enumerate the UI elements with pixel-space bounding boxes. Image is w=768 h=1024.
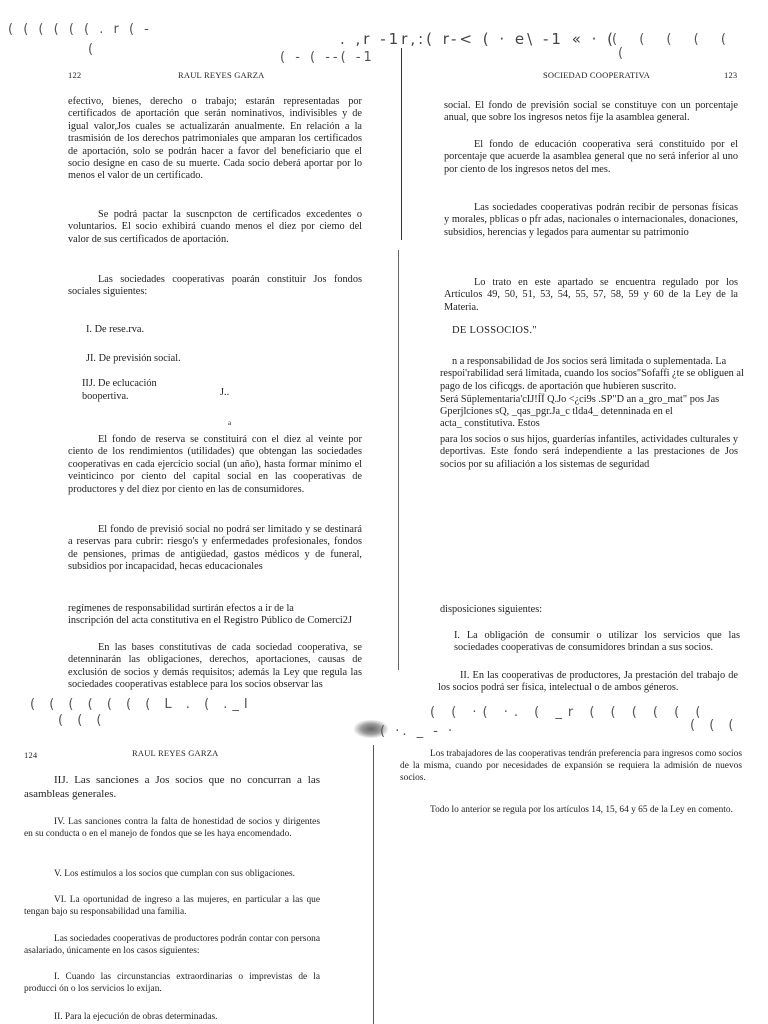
- text-line: acta_ constitutiva. Estos: [440, 418, 540, 429]
- paragraph: El fondo de educación cooperativa será constituido por el porcentaje que acuerde la asamblea general que no será inferior al uno por ciento de los ingresos netos del mes.: [444, 139, 738, 175]
- paragraph: Lo trato en este apartado se encuentra regulado por los Artículos 49, 50, 51, 53, 54, 55, 57, 58, 59 y 60 de la Ley de la Materia.: [444, 277, 738, 313]
- scan-noise: ( ( ·( ·. ( _r ( ( ( ( ( (: [430, 705, 707, 720]
- paragraph: Todo lo anterior se regula por los artículos 14, 15, 64 y 65 de la Ley en comento.: [430, 805, 733, 815]
- scan-noise: ( ( ( ( (: [612, 32, 735, 47]
- running-head: RAUL REYES GARZA: [132, 748, 219, 758]
- scan-noise: (: [618, 46, 627, 61]
- running-head: RAUL REYES GARZA: [178, 70, 265, 80]
- list-item: I. La obligación de consumir o utilizar los servicios que las sociedades cooperativas de consumidores brindan a sus socios.: [454, 630, 740, 654]
- paragraph: II. Para la ejecución de obras determinadas.: [54, 1012, 218, 1022]
- scan-noise: . ,r -1r,:( r-< ( · e\ -1 « · (: [340, 30, 617, 48]
- page-divider: [401, 48, 402, 240]
- paragraph: IIJ. Las sanciones a Jos socios que no concurran a las asambleas generales.: [24, 774, 320, 800]
- scan-mark: J..: [220, 387, 230, 398]
- text-line: Gperjlciones sQ, _qas_pgr.Ja_c tlda4_ detenninada en el: [440, 406, 673, 417]
- paragraph: Las sociedades cooperativas podrán recibir de personas físicas y morales, pblicas o pfr adas, nacionales o internacionales, donaciones, subsidios, herencias y legados para aumentar su patrimonio: [444, 202, 738, 238]
- paragraph: El fondo de reserva se constituirá con el diez al veinte por ciento de los rendimientos (utilidades) que obtengan las sociedades cooperativas en cada ejercicio social (un año), hasta formar mínimo el veinticinco por ciento del capital social en las cooperativas de productores y del diez por ciento en las de consumidores.: [68, 434, 362, 495]
- list-item: II. En las cooperativas de productores, Ja prestación del trabajo de los socios podrá ser física, intelectual o de ambos géneros.: [438, 670, 738, 694]
- paragraph: Los trabajadores de las cooperativas tendrán preferencia para ingresos como socios de la misma, cuando por necesidades de expansión se requiera la admisión de nuevos socios.: [400, 749, 742, 784]
- page-divider: [398, 250, 399, 670]
- scan-noise: ( - ( --( -1: [280, 50, 375, 65]
- list-item: IIJ. De eclucación: [82, 378, 157, 389]
- paragraph: En las bases constitutivas de cada sociedad cooperativa, se detenninarán las obligaciones, derechos, aportaciones, causas de exclusión de socios y demás requisitos; además la Ley que regula las sociedades cooperativas establece para los socios observar las: [68, 642, 362, 691]
- page-number: 123: [724, 70, 738, 80]
- running-head: SOCIEDAD COOPERATIVA: [543, 70, 651, 80]
- text-line: pago de los cificqgs. de aportación que hubieren suscrito.: [440, 381, 677, 392]
- paragraph: para los socios o sus hijos, guarderías infantiles, actividades culturales y deportivas. Este fondo será independiente a las prestaciones de Jos socios por su afiliación a los sistemas de seguridad: [440, 434, 738, 470]
- list-item: boopertiva.: [82, 391, 129, 402]
- text-line: respoi'rabilidad será limitada, cuando los socios"Sofaffi ¿te se obliguen al: [440, 368, 744, 379]
- paragraph: V. Los estímulos a los socios que cumplan con sus obligaciones.: [54, 869, 295, 879]
- paragraph: Las sociedades cooperativas de productores podrán contar con persona asalariado, únicamente en los casos siguientes:: [24, 934, 320, 957]
- paragraph: social. El fondo de previsión social se constituye con un porcentaje anual, que sobre los ingresos netos fije la asamblea general.: [444, 100, 738, 124]
- list-item: JI. De previsión social.: [86, 353, 181, 364]
- paragraph: I. Cuando las circunstancias extraordinarias o imprevistas de la producci ón o los servicios lo exijan.: [24, 972, 320, 995]
- paragraph: El fondo de previsió social no podrá ser limitado y se destinará a reservas para cubrir: riesgo's y enfermedades profesionales, fondos de pensiones, primas de antigüedad, gastos médicos y de funeral, subsidios por incapacidad, hecas educacionales: [68, 524, 362, 573]
- paragraph: Las sociedades cooperativas poarán constituir Jos fondos sociales siguientes:: [68, 274, 362, 298]
- scan-noise: (: [88, 42, 97, 57]
- section-heading: DE LOSSOCIOS.": [452, 325, 537, 336]
- text-line: disposiciones siguientes:: [440, 604, 543, 615]
- list-item: I. De rese.rva.: [86, 324, 145, 335]
- text-line: n a responsabilidad de Jos socios será limitada o suplementada. La: [452, 356, 727, 367]
- page-number: 122: [68, 70, 82, 80]
- paragraph: VI. La oportunidad de ingreso a las mujeres, en particular a las que tengan bajo su responsabilidad una familia.: [24, 895, 320, 918]
- paragraph: efectivo, bienes, derecho o trabajo; estarán representadas por certificados de aportación que serán nominativos, indivisibles y de igual valor,Jos cuales se actualizarán anualmente. En relación a la trasmisión de los derechos patrimoniales que amparan los certificados de aportación, solo se podrán hacer a favor del beneficiario que el socio designe en caso de su muerte. Cada socio deberá aportar por lo menos el valor de un certificado.: [68, 96, 362, 182]
- text-line: inscripción del acta constitutiva en el Registro Público de Comerci2J: [68, 615, 352, 626]
- scan-noise: ( ( (: [690, 718, 739, 733]
- page-number: 124: [24, 750, 38, 760]
- page-divider: [373, 745, 374, 1024]
- text-line: regímenes de responsabilidad surtirán efectos a ir de la: [68, 603, 294, 614]
- scan-noise: ( ·. _ - ·: [380, 724, 456, 739]
- scan-mark: a: [228, 419, 232, 427]
- scan-noise: ( ( ( ( ( ( ( L . ( ._I: [30, 697, 253, 712]
- scan-noise: ( ( ( ( ( ( . r ( -: [8, 22, 152, 37]
- paragraph: IV. Las sanciones contra la falta de honestidad de socios y dirigentes en su conducta o en el manejo de fondos que se les haya encomendado.: [24, 817, 320, 840]
- text-line: Será Süplementaria'cIJ!ÍÏ Q.Jo <¿ci9s .SP"D an a_gro_mat" pos Jas: [440, 394, 720, 405]
- scan-noise: ( ( (: [58, 713, 107, 728]
- paragraph: Se podrá pactar la suscnpcton de certificados excedentes o voluntarios. El socio exhibirá cuando menos el diez por ciemo del valor de sus certificados de aportación.: [68, 209, 362, 245]
